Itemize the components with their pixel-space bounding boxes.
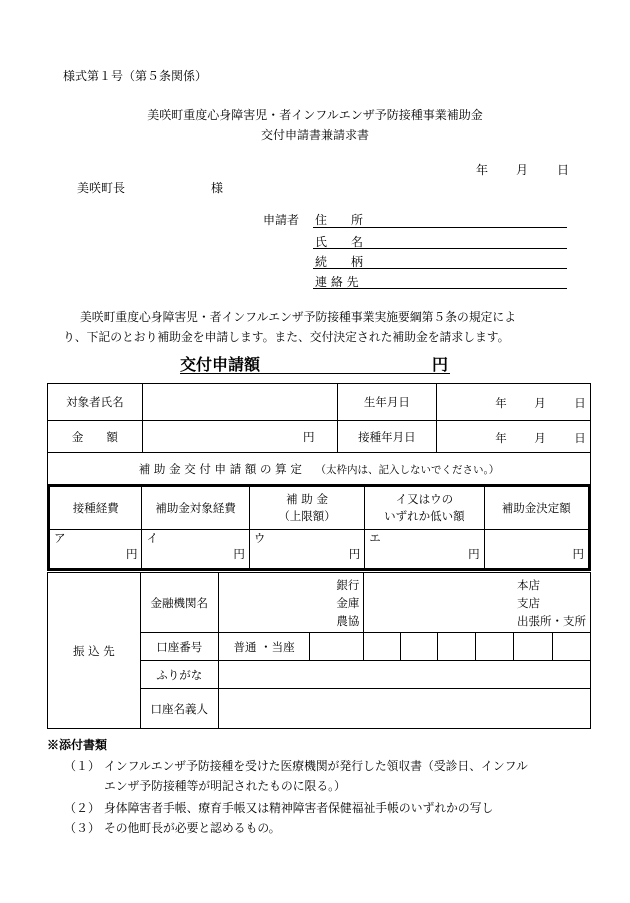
attachment-3-line1: その他町長が必要と認めるもの。 [104, 821, 281, 835]
date-day-label: 日 [557, 163, 570, 177]
applicant-label: 申請者 [263, 213, 300, 227]
calc-header-lower: イ又はウの いずれか低い額 [365, 486, 484, 530]
branch-cell[interactable]: 本店 支店 出張所・支所 [364, 573, 591, 633]
target-name-label: 対象者氏名 [48, 384, 143, 421]
account-holder-cell[interactable] [218, 689, 590, 729]
account-digit-1[interactable] [310, 633, 364, 661]
birth-date-label: 生年月日 [337, 384, 437, 421]
amount-label: 金 額 [48, 421, 143, 453]
vaccination-date-label: 接種年月日 [337, 421, 437, 453]
calc-cell-decided[interactable]: 円 [484, 530, 589, 570]
transfer-table [47, 572, 591, 729]
attachment-2-no: （２） [64, 801, 101, 815]
attachment-2-line1: 身体障害者手帳、療育手帳又は精神障害者保健福祉手帳のいずれかの写し [104, 801, 494, 815]
vacc-year-label: 年 [495, 430, 507, 445]
account-digit-5[interactable] [476, 633, 514, 661]
amount-yen: 円 [303, 429, 315, 444]
calc-header-cap: 補 助 金 （上限額） [249, 486, 364, 530]
calculation-table [47, 484, 591, 571]
calc-header-cost: 接種経費 [49, 486, 142, 530]
applicant-relation-line[interactable] [313, 268, 567, 269]
birth-month-label: 月 [534, 396, 546, 410]
transfer-label: 振 込 先 [48, 573, 141, 729]
vacc-day-label: 日 [574, 430, 586, 445]
amount-cell[interactable] [142, 421, 337, 453]
bank-name-cell[interactable]: 銀行 金庫 農協 [218, 573, 364, 633]
honorific: 様 [211, 181, 224, 195]
calc-title-row [48, 453, 591, 485]
birth-day-label: 日 [574, 396, 586, 410]
furigana-label: ふりがな [140, 661, 218, 689]
calc-cell-a[interactable]: ア 円 [49, 530, 142, 570]
account-digit-3[interactable] [401, 633, 438, 661]
account-digit-7[interactable] [552, 633, 590, 661]
calc-note: （太枠内は、記入しないでください。） [315, 463, 500, 476]
calc-cell-i[interactable]: イ 円 [142, 530, 249, 570]
addressee: 美咲町長 [77, 181, 126, 195]
statement-line2: り、下記のとおり補助金を申請します。また、交付決定された補助金を請求します。 [63, 330, 510, 344]
date-month-label: 月 [516, 163, 529, 177]
applicant-address-label: 住 所 [315, 213, 364, 227]
account-type-cell[interactable]: 普通 ・当座 [218, 633, 310, 661]
account-number-label: 口座番号 [140, 633, 218, 661]
attachment-3-no: （３） [64, 821, 101, 835]
vaccination-date-cell[interactable] [437, 421, 591, 453]
applicant-contact-line[interactable] [313, 288, 567, 289]
date-year-label: 年 [476, 163, 489, 177]
applicant-relation-label: 続 柄 [315, 255, 364, 269]
applicant-name-line[interactable] [313, 248, 567, 249]
title-line1: 美咲町重度心身障害児・者インフルエンザ予防接種事業補助金 [147, 108, 483, 122]
account-digit-4[interactable] [438, 633, 476, 661]
birth-date-cell[interactable] [437, 384, 591, 421]
attachment-1-line1: インフルエンザ予防接種を受けた医療機関が発行した領収書（受診日、インフル [104, 759, 528, 773]
calc-header-target-cost: 補助金対象経費 [142, 486, 249, 530]
target-name-cell[interactable] [142, 384, 337, 421]
applicant-contact-label: 連 絡 先 [315, 275, 359, 289]
amount-heading-underline [180, 373, 450, 374]
account-digit-6[interactable] [514, 633, 553, 661]
vacc-month-label: 月 [534, 430, 546, 445]
form-number: 様式第１号（第５条関係） [63, 69, 208, 83]
calc-cell-e[interactable]: エ 円 [365, 530, 484, 570]
calc-header-decided: 補助金決定額 [484, 486, 589, 530]
calc-title: 補 助 金 交 付 申 請 額 の 算 定 [138, 461, 302, 476]
calc-cell-u[interactable]: ウ 円 [249, 530, 364, 570]
statement-line1: 美咲町重度心身障害児・者インフルエンザ予防接種事業実施要綱第５条の規定によ [80, 310, 517, 324]
applicant-info-table [47, 383, 591, 485]
title-line2: 交付申請書兼請求書 [260, 128, 369, 142]
applicant-name-label: 氏 名 [315, 235, 364, 249]
amount-heading-unit: 円 [432, 355, 449, 374]
applicant-address-line[interactable] [313, 227, 567, 228]
account-digit-2[interactable] [364, 633, 401, 661]
bank-name-label: 金融機関名 [140, 573, 218, 633]
attachment-1-no: （１） [64, 759, 101, 773]
attachment-1-line2: エンザ予防接種等が明記されたものに限る。） [104, 779, 346, 793]
birth-year-label: 年 [495, 396, 507, 410]
account-holder-label: 口座名義人 [140, 689, 218, 729]
amount-heading-label: 交付申請額 [180, 355, 261, 374]
attachments-heading: ※添付書類 [47, 738, 108, 752]
furigana-cell[interactable] [218, 661, 590, 689]
